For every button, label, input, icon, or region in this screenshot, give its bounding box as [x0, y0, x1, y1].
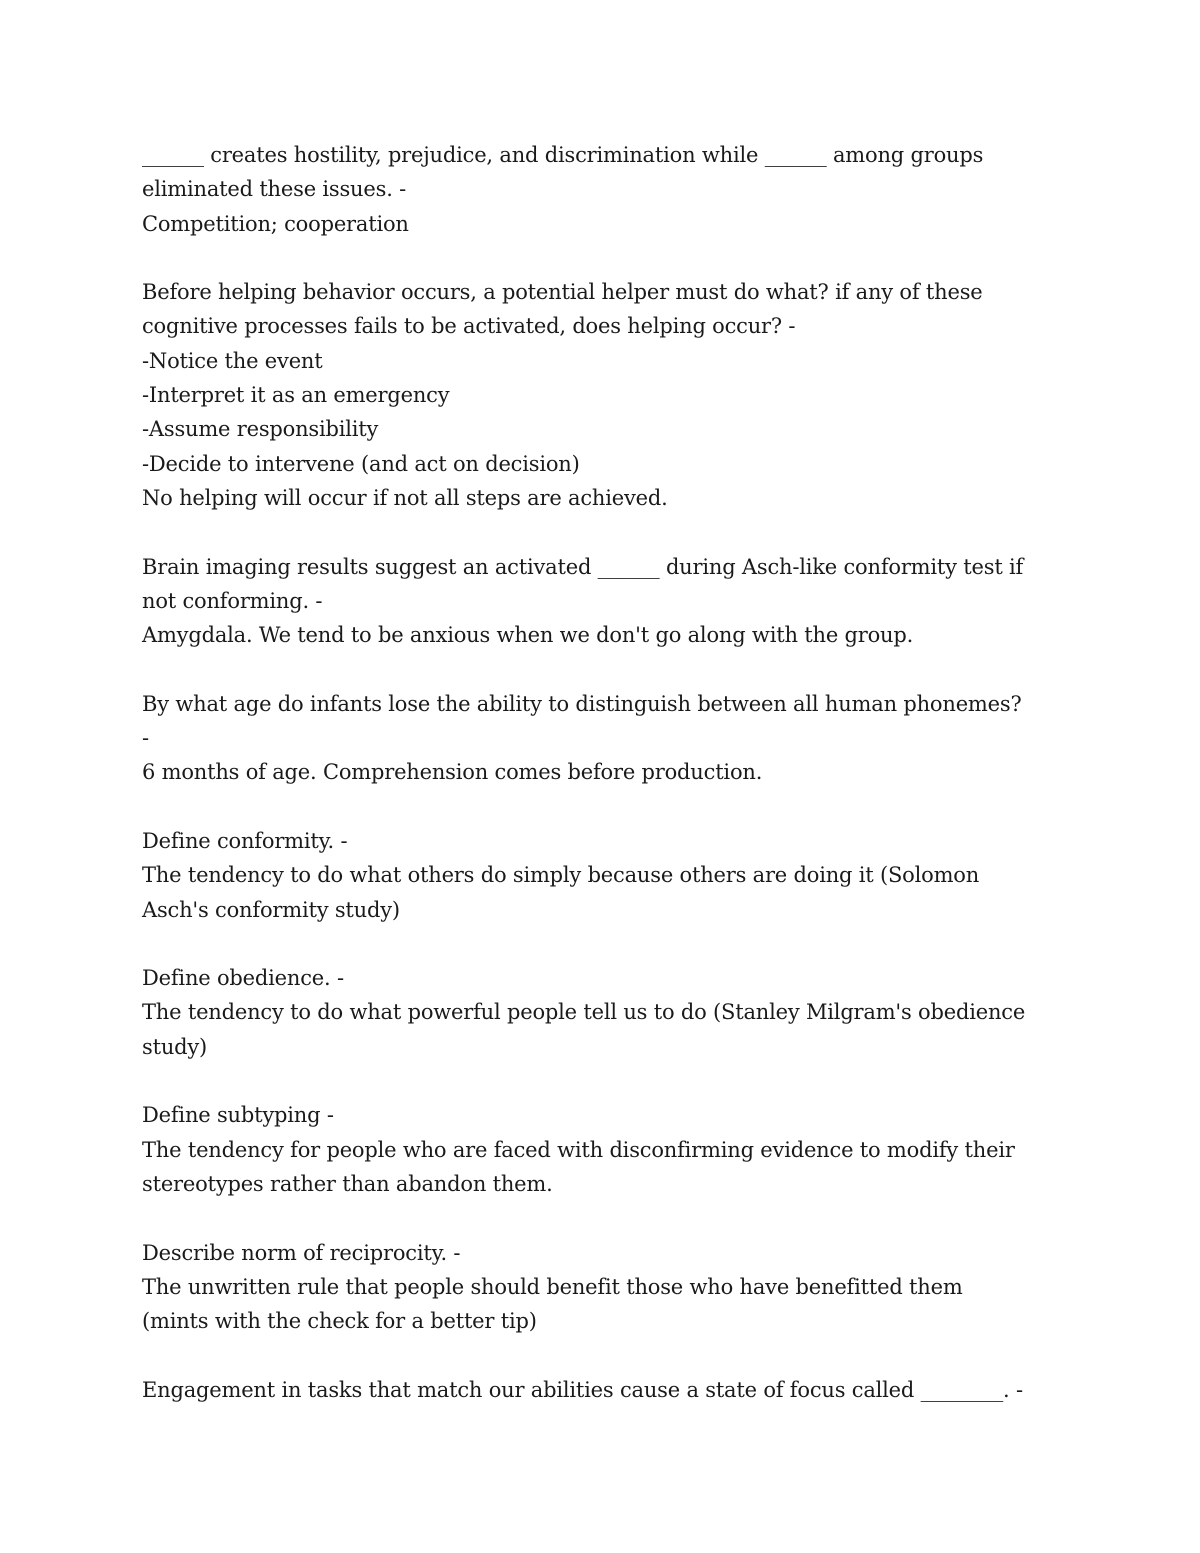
question-line: Brain imaging results suggest an activated ______ during Asch-like conformity test if: [142, 554, 1024, 579]
flashcard-entry: [142, 138, 1062, 241]
flashcard-entry: [142, 824, 1062, 927]
answer-line: The tendency for people who are faced with disconfirming evidence to modify their: [142, 1137, 1015, 1162]
question-line: not conforming. -: [142, 588, 323, 613]
question-line: Define conformity. -: [142, 828, 348, 853]
flashcard-entry: [142, 687, 1062, 790]
answer-line: The unwritten rule that people should benefit those who have benefitted them: [142, 1274, 963, 1299]
question-line: ______ creates hostility, prejudice, and discrimination while ______ among groups: [142, 143, 984, 167]
answer-line: The tendency to do what powerful people tell us to do (Stanley Milgram's obedience: [142, 1000, 1026, 1025]
flashcard-entry: [142, 275, 1062, 515]
answer-line: -Notice the event: [142, 348, 323, 373]
answer-line: The tendency to do what others do simply because others are doing it (Solomon: [142, 863, 980, 888]
answer-line: stereotypes rather than abandon them.: [142, 1171, 553, 1196]
answer-line: Competition; cooperation: [142, 211, 409, 236]
question-line: Define subtyping -: [142, 1103, 334, 1128]
answer-line: -Assume responsibility: [142, 417, 379, 442]
answer-line: -Interpret it as an emergency: [142, 383, 450, 408]
answer-line: study): [142, 1034, 208, 1059]
answer-line: (mints with the check for a better tip): [142, 1309, 537, 1334]
question-line: -: [142, 726, 149, 751]
flashcard-entry: [142, 550, 1062, 653]
answer-line: Amygdala. We tend to be anxious when we don't go along with the group.: [142, 623, 914, 648]
flashcard-entry: [142, 1373, 1062, 1407]
question-line: cognitive processes fails to be activated, does helping occur? -: [142, 314, 796, 339]
question-line: eliminated these issues. -: [142, 177, 407, 202]
answer-line: -Decide to intervene (and act on decision): [142, 451, 580, 476]
question-line: By what age do infants lose the ability to distinguish between all human phonemes?: [142, 691, 1022, 716]
flashcard-entry: [142, 961, 1062, 1064]
question-line: Describe norm of reciprocity. -: [142, 1240, 461, 1265]
question-line: Engagement in tasks that match our abilities cause a state of focus called ________. -: [142, 1377, 1023, 1402]
flashcard-entry: [142, 1236, 1062, 1339]
answer-line: 6 months of age. Comprehension comes before production.: [142, 760, 763, 785]
answer-line: No helping will occur if not all steps are achieved.: [142, 485, 668, 510]
question-line: Define obedience. -: [142, 966, 344, 991]
question-line: Before helping behavior occurs, a potential helper must do what? if any of these: [142, 280, 983, 305]
flashcard-entry: [142, 1098, 1062, 1201]
document-page: [142, 138, 1062, 1441]
answer-line: Asch's conformity study): [142, 897, 400, 922]
